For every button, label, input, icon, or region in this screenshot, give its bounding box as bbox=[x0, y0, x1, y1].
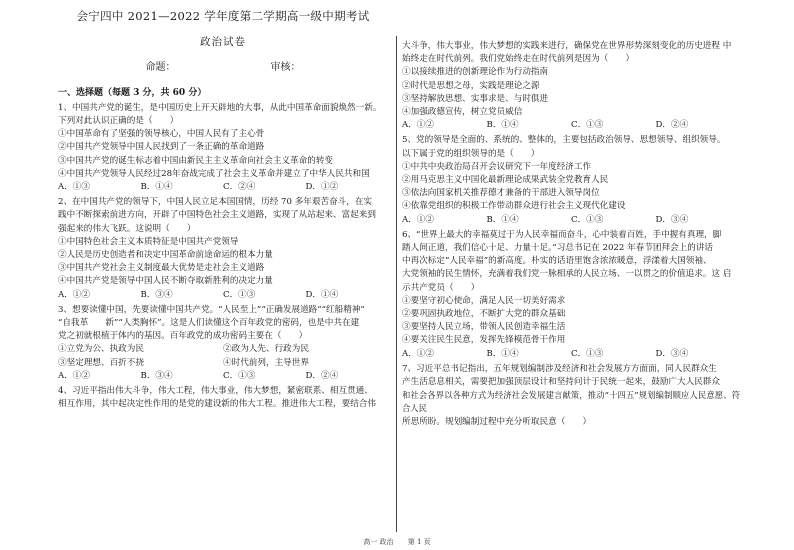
option-c[interactable]: C．②④ bbox=[223, 182, 256, 193]
question-3 bbox=[58, 304, 388, 383]
statement: ②人民是历史创造者和决定中国革命前途命运的根本力量 bbox=[58, 250, 273, 261]
option-d[interactable]: D．①④ bbox=[305, 289, 339, 300]
statement: ①以接续推进的创新理论作为行动指南 bbox=[402, 67, 549, 78]
question-stem-line: 大党领袖的民生情怀，充满着我们党一脉相承的人民立场、一以贯之的价值追求。这 启 bbox=[402, 269, 732, 280]
answer-options bbox=[402, 119, 740, 132]
question-4-continued bbox=[402, 40, 740, 132]
question-stem-line: 示共产党员（ ） bbox=[402, 282, 480, 293]
question-stem-line: 下列对此认识正确的是（ ） bbox=[58, 116, 179, 127]
question-6 bbox=[402, 229, 740, 361]
option-d[interactable]: D．②④ bbox=[305, 370, 339, 381]
statement: ②政为人先、行政为民 bbox=[223, 344, 309, 355]
left-column bbox=[58, 10, 388, 411]
option-c[interactable]: C．①③ bbox=[223, 370, 256, 381]
reviewer-label: 审核： bbox=[270, 62, 301, 74]
section-heading: 一、选择题（每题 3 分，共 60 分） bbox=[58, 87, 207, 98]
exam-meta bbox=[58, 61, 388, 74]
statement: ③要坚持人民立场，带领人民创造幸福生活 bbox=[402, 322, 566, 333]
footer-subject: 高一 政治 bbox=[363, 538, 394, 546]
statement: ④依靠党组织的积极工作带动群众进行社会主义现代化建设 bbox=[402, 201, 626, 212]
question-stem-line: 践中不断探索前进方向，开辟了中国特色社会主义道路，实现了从站起来、富起来到 bbox=[58, 210, 376, 221]
statement: ④中国共产党是领导中国人民不断夺取新胜利的决定力量 bbox=[58, 276, 273, 287]
question-5 bbox=[402, 134, 740, 226]
page-footer bbox=[0, 537, 794, 547]
statement: ①中国特色社会主义本质特征是中国共产党领导 bbox=[58, 236, 239, 247]
footer-page-number: 第 1 页 bbox=[407, 538, 431, 546]
answer-options bbox=[402, 348, 740, 361]
option-a[interactable]: A．①② bbox=[58, 289, 90, 300]
question-stem-line: 始终走在时代前列。我们党始终走在时代前列是因为（ ） bbox=[402, 54, 635, 65]
statement-pair bbox=[58, 343, 388, 356]
column-divider bbox=[396, 36, 397, 532]
statement: ③坚持解放思想、实事求是、与时俱进 bbox=[402, 93, 549, 104]
answer-options bbox=[402, 214, 740, 227]
option-d[interactable]: D．②④ bbox=[655, 120, 689, 131]
statement: ③中国共产党的诞生标志着中国由新民主主义革命向社会主义革命的转变 bbox=[58, 155, 334, 166]
answer-options bbox=[58, 181, 388, 194]
statement: ③依法向国家机关推荐德才兼备的干部进入领导岗位 bbox=[402, 188, 600, 199]
question-stem-line: 相互作用，其中起决定性作用的是党的建设新的伟大工程。推进伟大工程，要结合伟 bbox=[58, 399, 376, 410]
statement: ①中共中央政治局召开会议研究下一年度经济工作 bbox=[402, 161, 592, 172]
statement: ③中国共产党社会主义制度最大优势是走社会主义道路 bbox=[58, 263, 265, 274]
question-7 bbox=[402, 363, 740, 429]
question-stem-line: 和社会各界以各种方式为经济社会发展建言献策，推动“十四五”规划编制顺应人民意愿、符合人民 bbox=[402, 390, 740, 414]
statement: ①中国革命有了坚强的领导核心，中国人民有了主心骨 bbox=[58, 129, 265, 140]
question-stem-line: 7、习近平总书记指出，五年规划编制涉及经济和社会发展方方面面，同人民群众生 bbox=[402, 363, 717, 374]
statement: ②要巩固执政地位，不断扩大党的群众基础 bbox=[402, 309, 566, 320]
statement: ④中国共产党领导人民经过28年奋战完成了社会主义革命并建立了中华人民共和国 bbox=[58, 168, 370, 179]
question-stem-line: 4、习近平指出伟大斗争，伟大工程，伟大事业，伟大梦想，紧密联系、相互贯通、 bbox=[58, 386, 373, 397]
option-b[interactable]: B．①④ bbox=[486, 120, 519, 131]
option-a[interactable]: A．①③ bbox=[58, 182, 90, 193]
option-a[interactable]: A．①② bbox=[402, 214, 434, 225]
statement: ②时代是思想之母，实践是理论之源 bbox=[402, 80, 540, 91]
option-b[interactable]: B．①④ bbox=[486, 348, 519, 359]
exam-subject: 政治试卷 bbox=[200, 36, 246, 49]
option-d[interactable]: D．③④ bbox=[655, 214, 689, 225]
question-stem-line: 大斗争，伟大事业，伟大梦想的实践来进行，确保党在世界形势深刻变化的历史进程 中 bbox=[402, 41, 732, 51]
question-stem-line: “自我革 新”“人类胸怀”。这是人们读懂这个百年政党的密码，也是中共在建 bbox=[58, 318, 360, 329]
question-stem-line: 以下属于党的组织领导的是（ ） bbox=[402, 148, 540, 159]
statement: ③坚定理想、百折不挠 bbox=[58, 357, 144, 368]
question-4 bbox=[58, 385, 388, 411]
question-stem-line: 踏人间正道，我们信心十足、力量十足。”习总书记在 2022 年春节团拜会上的讲话 bbox=[402, 243, 714, 254]
option-d[interactable]: D．①② bbox=[305, 182, 339, 193]
question-stem-line: 中再次标定“人民幸福”的新高度。朴实的话语里饱含浓浓暖意，浮漾着大国领袖、 bbox=[402, 256, 712, 267]
question-stem-line: 6、“世界上最大的幸福莫过于为人民幸福而奋斗，心中装着百姓，手中握有真理，脚 bbox=[402, 229, 722, 240]
question-1 bbox=[58, 102, 388, 194]
option-d[interactable]: D．③④ bbox=[655, 348, 689, 359]
statement: ②用马克思主义中国化最新理论成果武装全党教育人民 bbox=[402, 175, 609, 186]
question-stem-line: 强起来的伟大飞跃。这说明（ ） bbox=[58, 223, 196, 234]
statement: ①立党为公、执政为民 bbox=[58, 344, 144, 355]
statement: ④要关注民生民意，发挥先锋模范骨干作用 bbox=[402, 335, 566, 346]
right-column bbox=[402, 40, 740, 429]
option-c[interactable]: C．①③ bbox=[223, 289, 256, 300]
statement: ②中国共产党领导中国人民找到了一条正确的革命道路 bbox=[58, 142, 265, 153]
question-stem-line: 1、中国共产党的诞生，是中国历史上开天辟地的大事，从此中国革命面貌焕然一新。 bbox=[58, 102, 382, 113]
statement: ④加强政德宣传，树立党员威信 bbox=[402, 107, 523, 118]
question-stem-line: 5、党的领导是全面的、系统的、整体的，主要包括政治领导、思想领导、组织领导。 bbox=[402, 135, 726, 146]
option-c[interactable]: C．①③ bbox=[571, 120, 604, 131]
question-stem-line: 所思所盼。规划编制过程中充分听取民意（ ） bbox=[402, 416, 592, 427]
question-2 bbox=[58, 196, 388, 302]
answer-options bbox=[58, 370, 388, 383]
setter-label: 命题： bbox=[145, 62, 176, 74]
option-a[interactable]: A．①② bbox=[402, 348, 434, 359]
option-c[interactable]: C．①③ bbox=[571, 348, 604, 359]
option-c[interactable]: C．①③ bbox=[571, 214, 604, 225]
exam-title: 会宁四中 2021—2022 学年度第二学期高一级中期考试 bbox=[76, 9, 370, 23]
question-stem-line: 3、想要读懂中国，先要读懂中国共产党。“人民至上”“正确发展道路”“红船精神” bbox=[58, 304, 365, 315]
question-stem-line: 党之初就根植于体内的基因。百年政党的成功密码主要在（ ） bbox=[58, 331, 308, 342]
option-a[interactable]: A．①② bbox=[58, 370, 90, 381]
option-b[interactable]: B．③④ bbox=[140, 370, 173, 381]
option-b[interactable]: B．①④ bbox=[140, 182, 173, 193]
option-b[interactable]: B．①④ bbox=[486, 214, 519, 225]
statement: ④时代前列，主导世界 bbox=[223, 357, 309, 368]
statement: ①要坚守初心使命，满足人民一切美好需求 bbox=[402, 295, 566, 306]
question-stem-line: 产生活息息相关，需要把加强顶层设计和坚持问计于民统一起来，鼓励广大人民群众 bbox=[402, 377, 720, 388]
option-a[interactable]: A．①② bbox=[402, 120, 434, 131]
statement-pair bbox=[58, 357, 388, 370]
option-b[interactable]: B．③④ bbox=[140, 289, 173, 300]
question-stem-line: 2、在中国共产党的领导下，中国人民立足本国国情，历经 70 多年艰苦奋斗，在实 bbox=[58, 197, 373, 208]
answer-options bbox=[58, 289, 388, 302]
